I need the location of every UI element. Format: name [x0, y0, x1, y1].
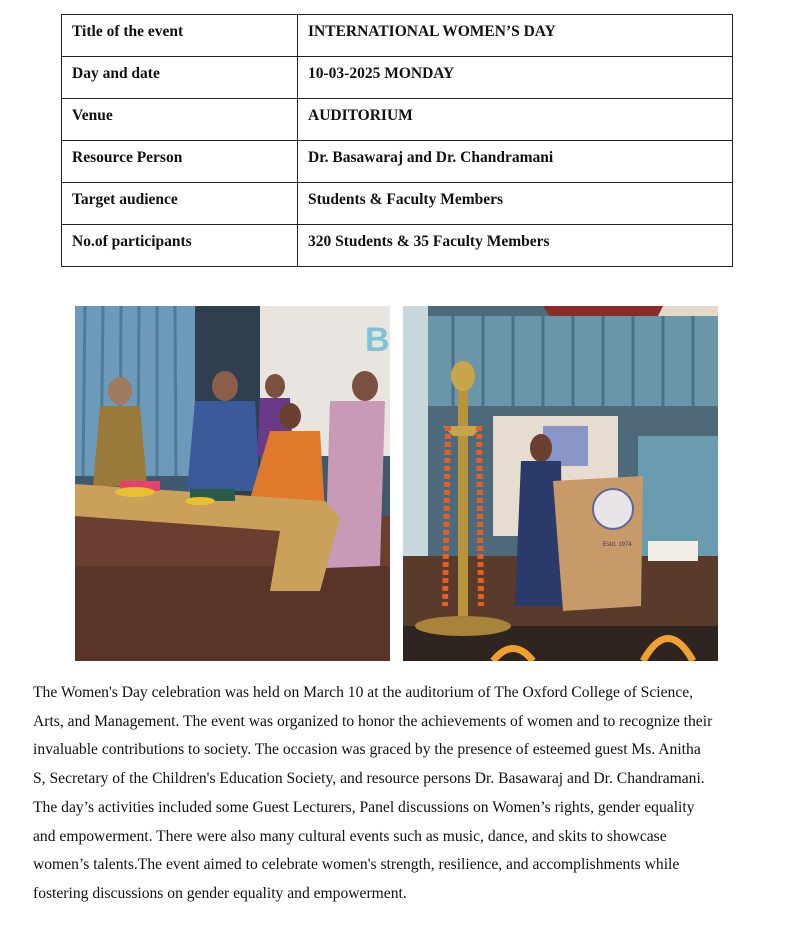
row-label: Venue: [62, 99, 298, 141]
summary-line: invaluable contributions to society. The occasion was graced by the presence of esteemed guest Ms. Anitha: [33, 741, 701, 759]
table-row: [62, 99, 733, 141]
row-label: No.of participants: [62, 225, 298, 267]
row-value: 320 Students & 35 Faculty Members: [298, 225, 733, 267]
honoring-ceremony-image: [75, 306, 390, 661]
table-row: [62, 141, 733, 183]
svg-text:B: B: [365, 321, 390, 359]
summary-line: and empowerment. There were also many cultural events such as music, dance, and skits to showcase: [33, 827, 667, 845]
photo-honoring-ceremony: [75, 306, 390, 661]
table-row: [62, 15, 733, 57]
table-row: [62, 57, 733, 99]
row-value: Students & Faculty Members: [298, 183, 733, 225]
photo-speaker-at-podium: [403, 306, 718, 661]
summary-line: The Women's Day celebration was held on March 10 at the auditorium of The Oxford College of Science,: [33, 684, 694, 701]
event-details-table: [61, 14, 733, 267]
table-row: [62, 225, 733, 267]
summary-line: The day’s activities included some Guest Lecturers, Panel discussions on Women’s rights, gender equality: [33, 798, 695, 816]
table-row: [62, 183, 733, 225]
podium-emblem-text: Estd. 1974: [603, 542, 632, 548]
row-label: Title of the event: [62, 15, 298, 57]
event-summary-paragraph: [33, 679, 773, 909]
row-label: Resource Person: [62, 141, 298, 183]
row-value: INTERNATIONAL WOMEN’S DAY: [298, 15, 733, 57]
row-value: AUDITORIUM: [298, 99, 733, 141]
summary-line: S, Secretary of the Children's Education Society, and resource persons Dr. Basawaraj and Dr. Chandramani.: [33, 770, 705, 788]
summary-line: fostering discussions on gender equality and empowerment.: [33, 884, 407, 902]
row-label: Day and date: [62, 57, 298, 99]
row-value: Dr. Basawaraj and Dr. Chandramani: [298, 141, 733, 183]
summary-line: women’s talents.The event aimed to celebrate women's strength, resilience, and accomplishments while: [33, 856, 680, 874]
speaker-podium-image: [403, 306, 718, 661]
row-label: Target audience: [62, 183, 298, 225]
row-value: 10-03-2025 MONDAY: [298, 57, 733, 99]
summary-line: Arts, and Management. The event was organized to honor the achievements of women and to recognize their: [33, 712, 713, 730]
